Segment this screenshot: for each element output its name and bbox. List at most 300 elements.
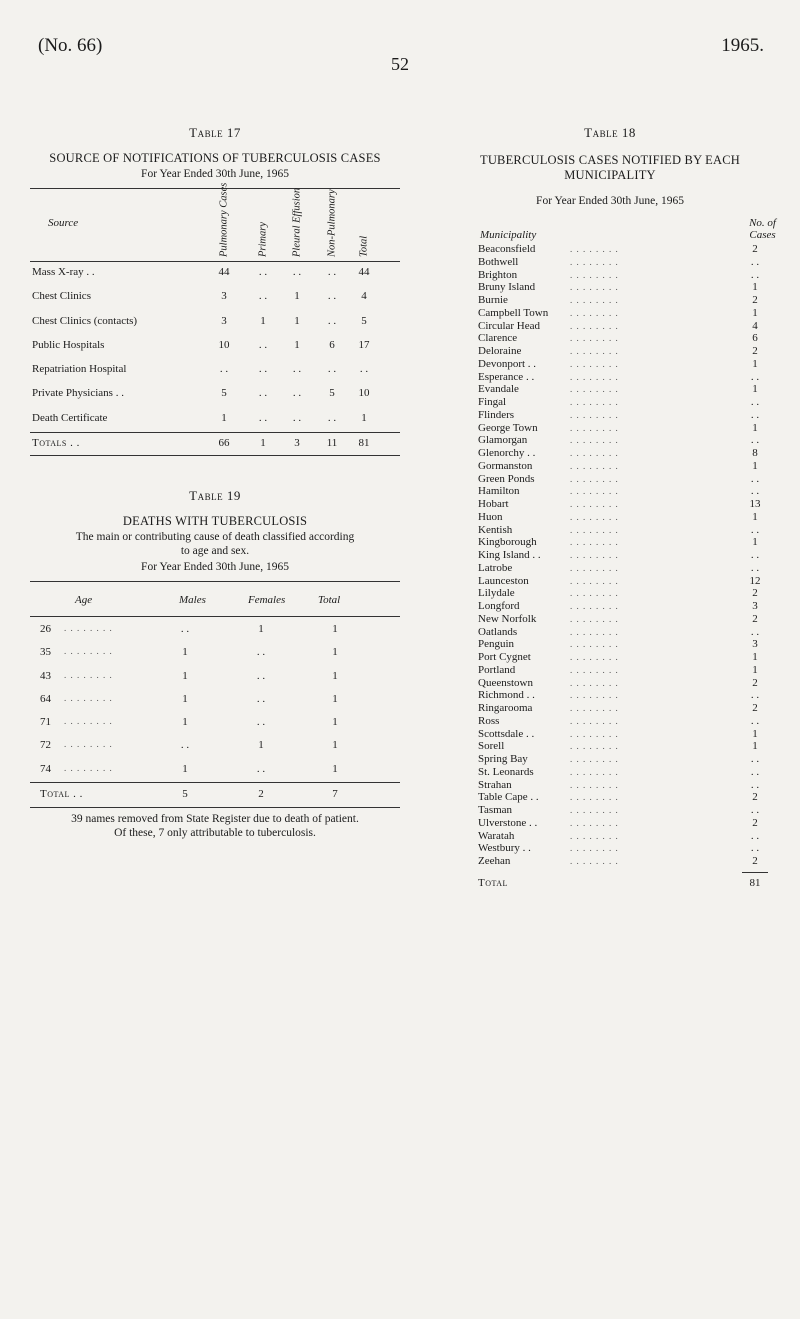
leader-dots: . . . . . . . .: [570, 575, 619, 586]
list-item: [440, 804, 780, 817]
age-cell: 64: [40, 692, 51, 705]
municipality-name: Glamorgan: [478, 434, 528, 447]
table-17-totals-row: [30, 432, 400, 456]
males-cell: 1: [182, 646, 188, 659]
municipality-name: Richmond . .: [478, 689, 535, 702]
list-item: [440, 638, 780, 651]
list-item: [440, 715, 780, 728]
leader-dots: . . . . . . . .: [570, 307, 619, 318]
females-cell: . .: [256, 692, 266, 705]
leader-dots: . . . . . . . .: [570, 409, 619, 420]
age-cell: 71: [40, 716, 51, 729]
cases-value: 2: [752, 587, 758, 600]
row-label: Public Hospitals: [32, 338, 105, 351]
cases-value: 1: [752, 727, 758, 740]
municipality-name: Westbury . .: [478, 842, 531, 855]
list-item: [440, 728, 780, 741]
col-pleural-effusion: Pleural Effusion: [291, 187, 303, 257]
municipality-name: Kentish: [478, 523, 513, 536]
municipality-name: Spring Bay: [478, 753, 528, 765]
table-row: [30, 311, 400, 335]
leader-dots: . . . . . . . .: [570, 460, 619, 471]
list-item: [440, 587, 780, 600]
row-label: Death Certificate: [32, 411, 108, 424]
age-cell: 26: [40, 623, 51, 635]
table-19-totals-row: [30, 782, 400, 808]
table-17-header: [30, 182, 400, 262]
list-item: [440, 766, 780, 779]
cases-value: 1: [752, 740, 758, 753]
col-municipality: Municipality: [480, 229, 537, 241]
table-row: [30, 619, 400, 642]
leader-dots: . . . . . . . .: [570, 626, 619, 637]
list-item: [440, 702, 780, 715]
municipality-name: Clarence: [478, 332, 518, 345]
list-item: [440, 536, 780, 549]
municipality-name: Hamilton: [478, 485, 520, 498]
col-total: Total: [358, 235, 370, 257]
cell-value: 1: [294, 290, 300, 303]
list-item: [440, 371, 780, 384]
municipality-name: Hobart: [478, 498, 509, 510]
municipality-name: Gormanston: [478, 459, 533, 472]
municipality-name: Ross: [478, 714, 500, 727]
municipality-name: Evandale: [478, 383, 519, 396]
municipality-name: Bothwell: [478, 255, 519, 268]
females-cell: . .: [256, 762, 266, 775]
col-cases: No. of Cases: [749, 217, 776, 241]
cell-value: . .: [292, 387, 302, 400]
list-item: [440, 485, 780, 498]
municipality-name: Deloraine: [478, 345, 522, 357]
list-item: [440, 281, 780, 294]
leader-dots: . . . . . . . .: [570, 397, 619, 407]
cell-value: . .: [258, 290, 268, 303]
leader-dots: . . . . . . . .: [570, 333, 619, 344]
leader-dots: . . . . . . . .: [570, 422, 619, 433]
row-label: Chest Clinics: [32, 290, 91, 303]
leader-dots: . . . . . . . .: [570, 601, 619, 611]
total-cell: 1: [332, 692, 338, 705]
list-item: [440, 307, 780, 320]
age-cell: 72: [40, 739, 51, 752]
table-row: [30, 383, 400, 407]
age-cell: 74: [40, 762, 51, 775]
page-number: 52: [391, 54, 409, 74]
cell-value: . .: [258, 387, 268, 400]
cases-value: . .: [750, 396, 760, 408]
leader-dots: . . . . . . . .: [64, 623, 113, 633]
total-total: 7: [332, 788, 338, 801]
municipality-name: Burnie: [478, 294, 508, 306]
list-item: [440, 651, 780, 664]
leader-dots: . . . . . . . .: [570, 639, 619, 650]
source-column-header: Source: [48, 217, 79, 229]
municipality-name: King Island . .: [478, 549, 541, 561]
table-19-subtitle: For Year Ended 30th June, 1965: [141, 561, 289, 573]
table-18-title-2: MUNICIPALITY: [564, 168, 656, 182]
municipality-name: Glenorchy . .: [478, 447, 536, 459]
leader-dots: . . . . . . . .: [570, 690, 619, 701]
females-cell: . .: [256, 646, 266, 659]
leader-dots: . . . . . . . .: [64, 692, 113, 703]
males-cell: 1: [182, 716, 188, 729]
sum-rule: [742, 872, 768, 873]
cases-value: . .: [750, 370, 760, 383]
cases-value: 2: [752, 816, 758, 829]
leader-dots: . . . . . . . .: [570, 371, 619, 382]
females-cell: . .: [256, 716, 266, 729]
row-label: Repatriation Hospital: [32, 363, 127, 376]
municipality-name: Huon: [478, 510, 503, 523]
col-males: Males: [179, 594, 206, 606]
table-17-body: [30, 262, 400, 432]
leader-dots: . . . . . . . .: [570, 792, 619, 803]
cases-value: . .: [750, 689, 760, 702]
table-18-header: [440, 211, 780, 243]
cases-value: 2: [752, 791, 758, 804]
table-19-note-1: 39 names removed from State Register due to death of patient.: [71, 813, 359, 826]
cases-value: . .: [750, 523, 760, 536]
table-row: [30, 666, 400, 689]
cases-value: . .: [750, 472, 760, 485]
cell-value: . .: [258, 411, 268, 424]
table-18-number: Table 18: [584, 125, 636, 140]
leader-dots: . . . . . . . .: [570, 473, 619, 484]
leader-dots: . . . . . . . .: [570, 524, 619, 535]
cases-value: . .: [750, 765, 760, 778]
cases-value: . .: [750, 485, 760, 498]
list-item: [440, 842, 780, 855]
cases-value: 13: [749, 498, 761, 510]
leader-dots: . . . . . . . .: [570, 856, 619, 866]
cases-value: . .: [750, 408, 760, 421]
table-row: [30, 759, 400, 782]
leader-dots: . . . . . . . .: [64, 646, 113, 657]
table-17-number: Table 17: [189, 125, 241, 140]
row-label: Mass X-ray . .: [32, 266, 95, 278]
total-cell: 1: [332, 623, 338, 635]
municipality-name: Lilydale: [478, 587, 515, 600]
cell-value: 3: [221, 290, 227, 303]
leader-dots: . . . . . . . .: [570, 715, 619, 726]
table-row: [30, 735, 400, 758]
leader-dots: . . . . . . . .: [570, 499, 619, 509]
leader-dots: . . . . . . . .: [570, 320, 619, 331]
cell-value: 4: [361, 290, 367, 303]
list-item: [440, 345, 780, 358]
list-item: [440, 613, 780, 626]
cases-value: . .: [750, 714, 760, 727]
total-cell: 1: [332, 669, 338, 682]
cell-value: . .: [327, 411, 337, 424]
leader-dots: . . . . . . . .: [570, 588, 619, 599]
cases-value: 1: [752, 459, 758, 472]
age-cell: 43: [40, 669, 51, 682]
table-17: [30, 125, 400, 456]
leader-dots: . . . . . . . .: [570, 677, 619, 688]
cell-value: . .: [292, 411, 302, 424]
leader-dots: . . . . . . . .: [570, 244, 619, 254]
municipality-name: Scottsdale . .: [478, 727, 535, 740]
total-value: 81: [358, 437, 370, 450]
table-17-subtitle: For Year Ended 30th June, 1965: [141, 168, 289, 180]
cases-value: . .: [750, 753, 760, 765]
cell-value: . .: [327, 314, 337, 327]
cases-value: . .: [750, 829, 760, 842]
totals-label: Total . .: [40, 788, 83, 801]
leader-dots: . . . . . . . .: [570, 346, 619, 356]
total-cell: 1: [332, 739, 338, 752]
cases-value: 2: [752, 612, 758, 625]
cell-value: . .: [292, 266, 302, 278]
females-cell: 1: [258, 739, 264, 752]
municipality-name: New Norfolk: [478, 612, 537, 625]
col-non-pulmonary: Non-Pulmonary: [326, 189, 338, 257]
cell-value: 17: [358, 338, 370, 351]
municipality-name: Esperance . .: [478, 370, 535, 383]
males-cell: 1: [182, 762, 188, 775]
total-cell: 1: [332, 646, 338, 659]
table-18-body: [440, 243, 780, 868]
municipality-name: Portland: [478, 663, 516, 676]
list-item: [440, 422, 780, 435]
cell-value: 5: [221, 387, 227, 400]
cases-value: 1: [752, 651, 758, 663]
cell-value: 1: [260, 314, 266, 327]
cases-value: 8: [752, 447, 758, 459]
list-item: [440, 753, 780, 766]
municipality-name: Fingal: [478, 396, 507, 408]
cell-value: . .: [327, 363, 337, 376]
municipality-name: Ringarooma: [478, 702, 533, 714]
table-19-number: Table 19: [189, 488, 241, 503]
list-item: [440, 562, 780, 575]
cases-value: 2: [752, 702, 758, 714]
cell-value: 10: [358, 387, 370, 400]
municipality-name: Longford: [478, 600, 520, 612]
cases-value: 3: [752, 638, 758, 651]
cases-value: 2: [752, 345, 758, 357]
leader-dots: . . . . . . . .: [570, 486, 619, 497]
municipality-name: Kingborough: [478, 536, 537, 549]
cases-value: 1: [752, 663, 758, 676]
leader-dots: . . . . . . . .: [570, 282, 619, 293]
cell-value: . .: [258, 363, 268, 376]
total-label: Total: [478, 876, 508, 889]
leader-dots: . . . . . . . .: [570, 703, 619, 713]
leader-dots: . . . . . . . .: [570, 358, 619, 369]
municipality-name: George Town: [478, 421, 538, 434]
cell-value: 44: [358, 266, 370, 278]
list-item: [440, 243, 780, 256]
cell-value: 6: [329, 338, 335, 351]
age-cell: 35: [40, 646, 51, 659]
cell-value: . .: [258, 266, 268, 278]
cases-value: . .: [750, 255, 760, 268]
list-item: [440, 294, 780, 307]
cases-value: . .: [750, 434, 760, 447]
list-item: [440, 383, 780, 396]
cases-value: . .: [750, 778, 760, 791]
cases-value: 4: [752, 319, 758, 332]
cell-value: 5: [329, 387, 335, 400]
cases-value: 1: [752, 421, 758, 434]
cases-value: 2: [752, 676, 758, 689]
cases-value: 2: [752, 855, 758, 867]
municipality-name: Strahan: [478, 778, 512, 791]
leader-dots: . . . . . . . .: [570, 843, 619, 854]
cases-value: 3: [752, 600, 758, 612]
cases-value: 1: [752, 306, 758, 319]
table-19: [30, 488, 400, 840]
table-19-header: [30, 581, 400, 617]
municipality-name: Penguin: [478, 638, 515, 651]
municipality-name: Tasman: [478, 804, 513, 816]
list-item: [440, 689, 780, 702]
cell-value: 44: [218, 266, 230, 278]
cases-value: . .: [750, 842, 760, 855]
municipality-name: Oatlands: [478, 625, 518, 638]
table-19-note-2: Of these, 7 only attributable to tuberculosis.: [114, 827, 316, 840]
males-cell: . .: [180, 739, 190, 752]
municipality-name: Campbell Town: [478, 306, 549, 319]
municipality-name: Waratah: [478, 829, 515, 842]
leader-dots: . . . . . . . .: [64, 716, 113, 727]
municipality-name: Green Ponds: [478, 472, 535, 485]
table-row: [30, 286, 400, 310]
leader-dots: . . . . . . . .: [64, 762, 113, 773]
totals-label: Totals . .: [32, 437, 80, 450]
municipality-name: Bruny Island: [478, 281, 536, 294]
municipality-name: Beaconsfield: [478, 243, 536, 255]
leader-dots: . . . . . . . .: [570, 295, 619, 305]
list-item: [440, 396, 780, 409]
list-item: [440, 256, 780, 269]
table-18-subtitle: For Year Ended 30th June, 1965: [536, 195, 684, 207]
table-19-caption-2: to age and sex.: [180, 545, 250, 557]
municipality-name: Latrobe: [478, 561, 513, 574]
leader-dots: . . . . . . . .: [570, 817, 619, 828]
cell-value: . .: [359, 363, 369, 376]
cases-value: 1: [752, 510, 758, 523]
total-value: 81: [749, 876, 761, 889]
list-item: [440, 511, 780, 524]
leader-dots: . . . . . . . .: [64, 669, 113, 680]
total-value: 1: [260, 437, 266, 450]
females-cell: . .: [256, 669, 266, 682]
list-item: [440, 409, 780, 422]
cell-value: . .: [327, 290, 337, 303]
males-cell: 1: [182, 692, 188, 705]
list-item: [440, 269, 780, 282]
leader-dots: . . . . . . . .: [570, 754, 619, 764]
cell-value: 1: [361, 411, 367, 424]
list-item: [440, 358, 780, 371]
total-value: 66: [218, 437, 230, 450]
leader-dots: . . . . . . . .: [570, 448, 619, 458]
total-cell: 1: [332, 716, 338, 729]
cell-value: 3: [221, 314, 227, 327]
cell-value: 1: [294, 338, 300, 351]
list-item: [440, 320, 780, 333]
col-pulmonary-cases: Pulmonary Cases: [218, 182, 230, 257]
list-item: [440, 332, 780, 345]
leader-dots: . . . . . . . .: [570, 269, 619, 280]
total-value: 11: [326, 437, 338, 450]
leader-dots: . . . . . . . .: [570, 384, 619, 395]
table-18-title-1: TUBERCULOSIS CASES NOTIFIED BY EACH: [479, 153, 741, 167]
cases-value: . .: [750, 804, 760, 816]
table-row: [30, 335, 400, 359]
males-cell: 1: [182, 669, 188, 682]
table-row: [30, 262, 400, 286]
total-females: 2: [258, 788, 264, 801]
cases-value: . .: [750, 268, 760, 281]
females-cell: 1: [258, 623, 264, 635]
leader-dots: . . . . . . . .: [570, 562, 619, 573]
total-cell: 1: [332, 762, 338, 775]
cases-value: 6: [752, 332, 758, 345]
leader-dots: . . . . . . . .: [570, 728, 619, 739]
table-row: [30, 712, 400, 735]
municipality-name: Queenstown: [478, 676, 533, 689]
table-19-body: [30, 617, 400, 782]
total-males: 5: [182, 788, 188, 801]
table-18-total-row: [440, 872, 780, 890]
cell-value: 5: [361, 314, 367, 327]
col-females: Females: [248, 594, 286, 606]
cases-value: 1: [752, 536, 758, 549]
municipality-name: Flinders: [478, 408, 515, 421]
cell-value: 1: [221, 411, 227, 424]
cases-value: 2: [752, 294, 758, 306]
col-total: Total: [318, 594, 341, 606]
list-item: [440, 473, 780, 486]
municipality-name: Table Cape . .: [478, 791, 539, 804]
municipality-name: Zeehan: [478, 855, 511, 867]
leader-dots: . . . . . . . .: [570, 537, 619, 548]
table-row: [30, 359, 400, 383]
leader-dots: . . . . . . . .: [570, 664, 619, 675]
cases-value: 12: [749, 574, 761, 587]
leader-dots: . . . . . . . .: [570, 511, 619, 522]
municipality-name: Launceston: [478, 574, 529, 587]
leader-dots: . . . . . . . .: [570, 741, 619, 752]
table-row: [30, 408, 400, 432]
municipality-name: Port Cygnet: [478, 651, 531, 663]
cases-value: 2: [752, 243, 758, 255]
leader-dots: . . . . . . . .: [570, 652, 619, 662]
row-label: Chest Clinics (contacts): [32, 314, 138, 327]
list-item: [440, 434, 780, 447]
municipality-name: Circular Head: [478, 319, 540, 332]
cell-value: . .: [292, 363, 302, 376]
row-label: Private Physicians . .: [32, 387, 124, 400]
leader-dots: . . . . . . . .: [570, 435, 619, 446]
list-item: [440, 779, 780, 792]
leader-dots: . . . . . . . .: [570, 613, 619, 624]
list-item: [440, 600, 780, 613]
leader-dots: . . . . . . . .: [570, 830, 619, 841]
cell-value: . .: [258, 338, 268, 351]
leader-dots: . . . . . . . .: [570, 256, 619, 267]
col-age: Age: [75, 594, 93, 606]
cell-value: 10: [218, 338, 230, 351]
col-primary: Primary: [257, 222, 269, 257]
list-item: [440, 791, 780, 804]
table-19-title: DEATHS WITH TUBERCULOSIS: [122, 514, 308, 528]
